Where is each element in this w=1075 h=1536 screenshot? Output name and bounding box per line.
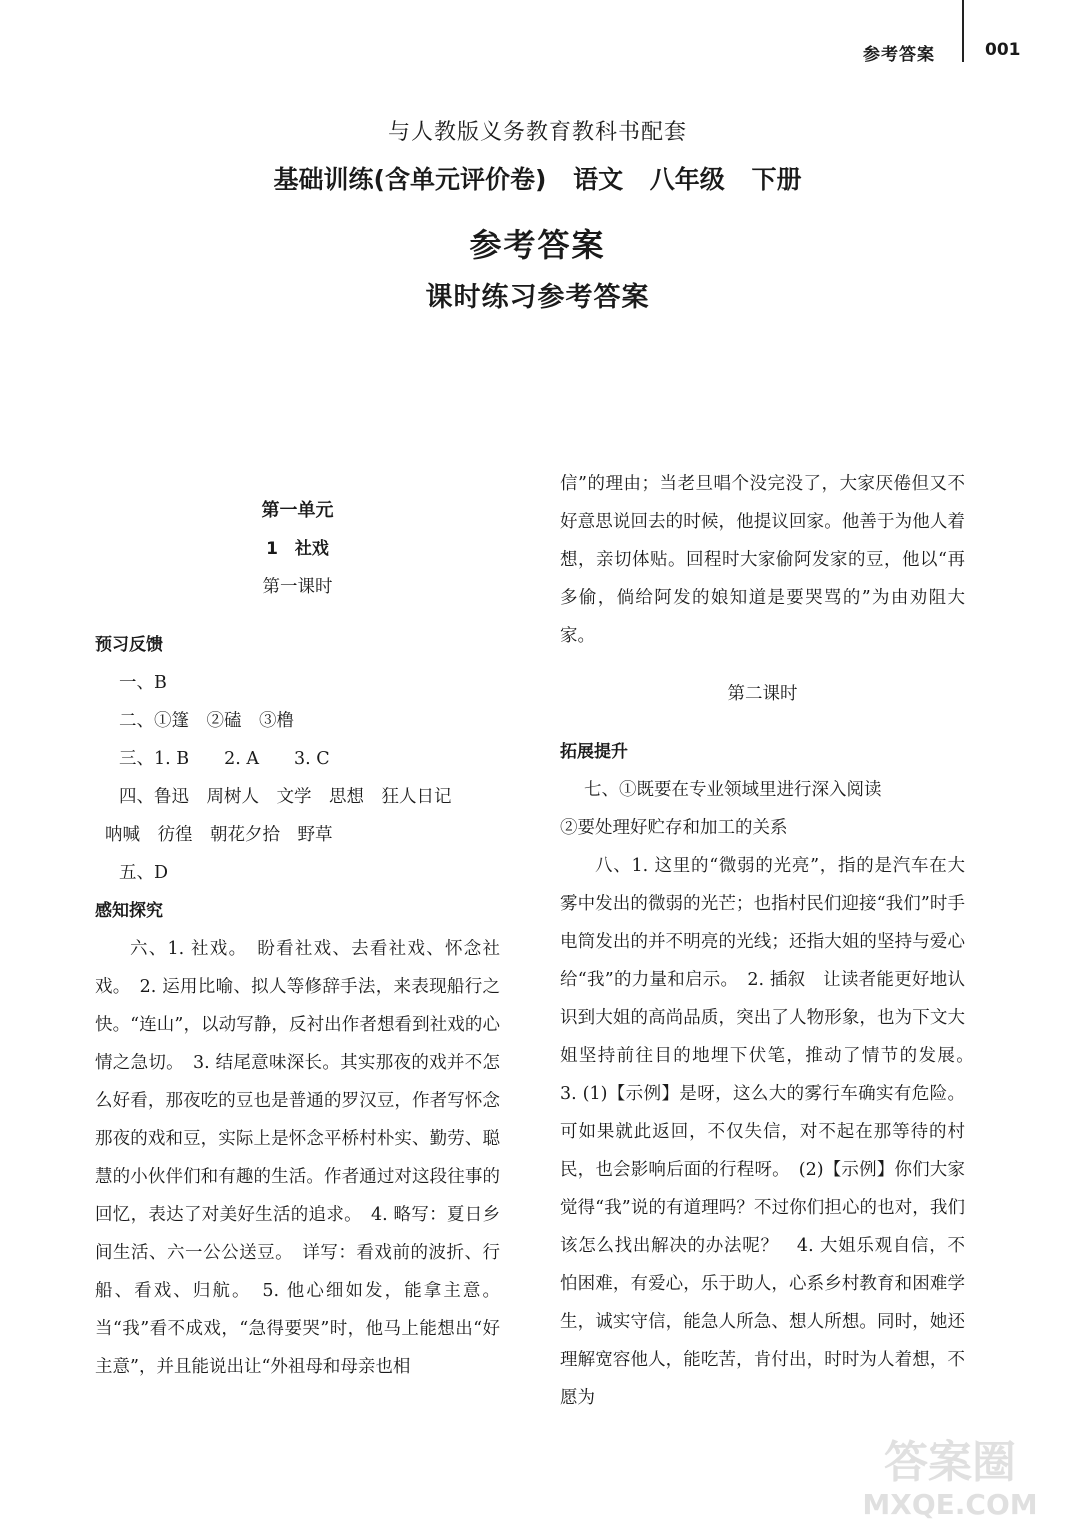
period-title: 第一课时: [262, 577, 333, 597]
section-heading-explore: 感知探究: [95, 901, 163, 921]
answer-4: 四、鲁迅 周树人 文学 思想 狂人日记: [119, 787, 452, 807]
unit-title: 第一单元: [261, 500, 334, 521]
header-divider: [962, 0, 964, 62]
left-column: [95, 492, 500, 1386]
right-column: [560, 465, 983, 1417]
watermark-text: 答案圈: [884, 1437, 1016, 1488]
answer-6-paragraph: 六、1. 社戏。 盼看社戏、去看社戏、怀念社戏。 2. 运用比喻、拟人等修辞手法，来表现船行之快。“连山”，以动写静，反衬出作者想看到社戏的心情之急切。 3. 结尾意味深长。其实那夜的戏并不怎么好看，那夜吃的豆也是普通的罗汉豆，作者写怀念那夜的戏和豆，实际上是怀念平桥村朴实、勤劳、聪慧的小伙伴们和有趣的生活。作者通过对这段往事的回忆，表达了对美好生活的追求。 4. 略写：夏日乡间生活、六一公公送豆。 详写：看戏前的波折、行船、看戏、归航。 5. 他心细如发，能拿主意。当“我”看不成戏，“急得要哭”时，他马上能想出“好主意”，并且能说出让“外祖母和母亲也相: [95, 939, 500, 1377]
subtitle-textbook: 与人教版义务教育教科书配套: [387, 120, 687, 145]
answer-5: 五、D: [119, 863, 169, 883]
answer-7: 七、①既要在专业领域里进行深入阅读: [584, 780, 882, 800]
lesson-answers-heading: 课时练习参考答案: [425, 282, 650, 313]
answer-7-cont: ②要处理好贮存和加工的关系: [560, 818, 788, 838]
period-2-title: 第二课时: [727, 684, 798, 704]
answer-4-cont: 呐喊 彷徨 朝花夕拾 野草: [105, 825, 333, 845]
answer-6-continued: 信”的理由；当老旦唱个没完没了，大家厌倦但又不好意思说回去的时候，他提议回家。他善于为他人着想，亲切体贴。回程时大家偷阿发家的豆，他以“再多偷，倘给阿发的娘知道是要哭骂的”为由劝阻大家。: [560, 474, 965, 646]
book-title: 基础训练(含单元评价卷) 语文 八年级 下册: [273, 165, 802, 194]
section-heading-extend: 拓展提升: [560, 742, 628, 762]
answer-8-paragraph: 八、1. 这里的“微弱的光亮”，指的是汽车在大雾中发出的微弱的光芒；也指村民们迎接“我们”时手电筒发出的并不明亮的光线；还指大姐的坚持与爱心给“我”的力量和启示。 2. 插叙 让读者能更好地认识到大姐的高尚品质，突出了人物形象，也为下文大姐坚持前往目的地埋下伏笔，推动了情节的发展。 3. (1)【示例】是呀，这么大的雾行车确实有危险。可如果就此返回，不仅失信，对不起在那等待的村民，也会影响后面的行程呀。 (2)【示例】你们大家觉得“我”说的有道理吗？不过你们担心的也对，我们该怎么找出解决的办法呢？ 4. 大姐乐观自信，不怕困难，有爱心，乐于助人，心系乡村教育和困难学生，诚实守信，能急人所急、想人所想。同时，她还理解宽容他人，能吃苦，肯付出，时时为人着想，不愿为: [560, 856, 983, 1408]
header-section-title: 参考答案: [863, 45, 935, 65]
section-heading-preview: 预习反馈: [95, 635, 163, 655]
watermark-url: MXQE.COM: [862, 1488, 1038, 1521]
lesson-title: 1 社戏: [266, 539, 329, 559]
answer-3: 三、1. B 2. A 3. C: [119, 749, 330, 769]
answers-heading: 参考答案: [469, 226, 606, 264]
answer-2: 二、①篷 ②磕 ③橹: [119, 711, 294, 731]
page-number: 001: [985, 40, 1021, 60]
watermark-logo: [845, 1432, 1055, 1522]
answer-1: 一、B: [119, 673, 167, 693]
